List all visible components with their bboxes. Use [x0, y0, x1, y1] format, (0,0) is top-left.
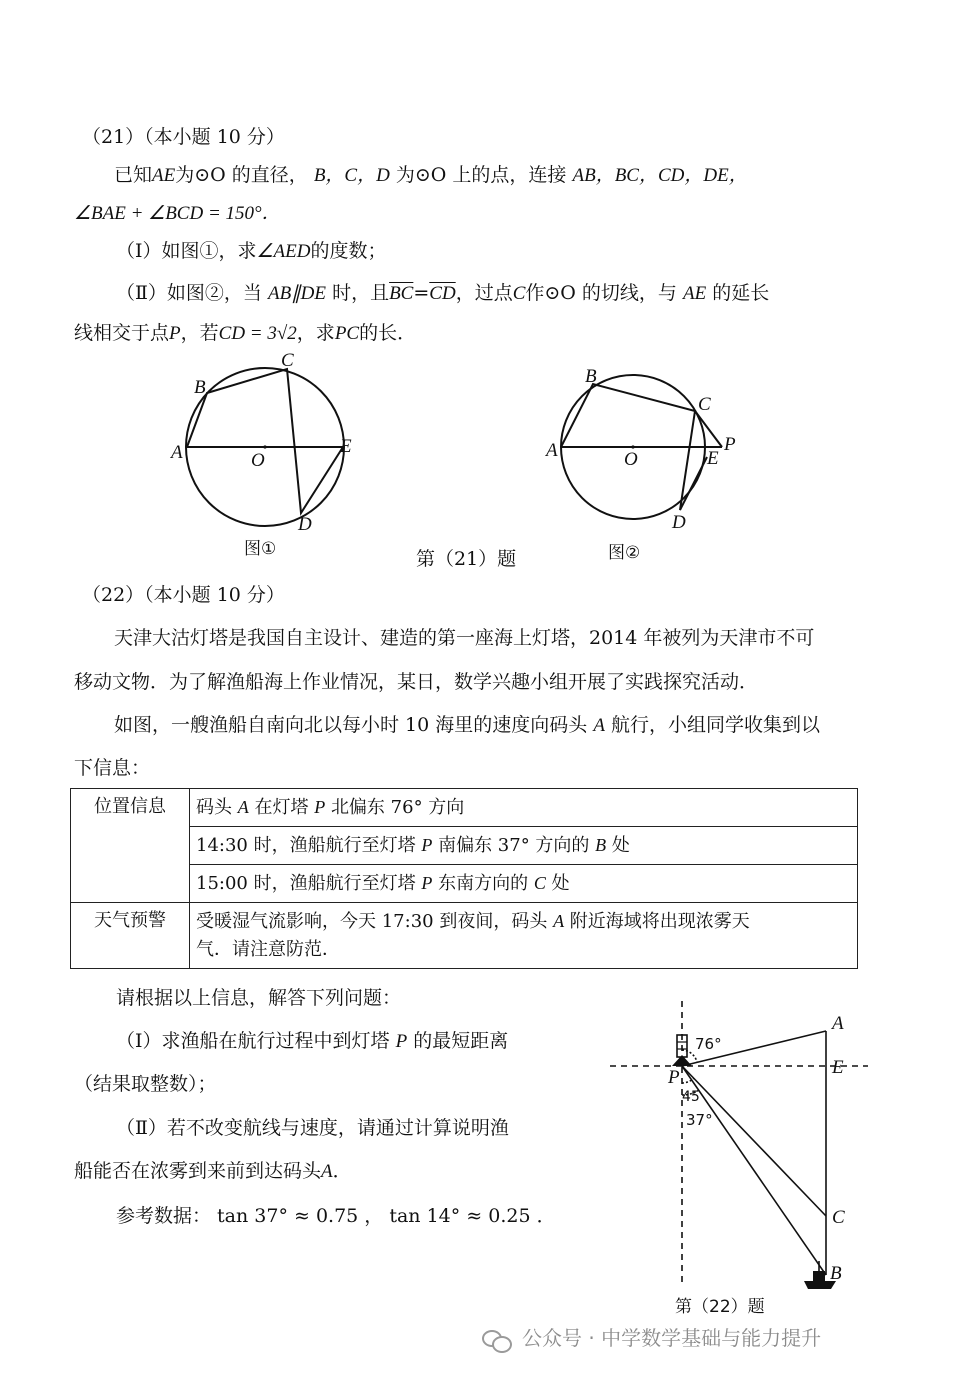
q22-part1-line2: （结果取整数）； — [74, 1073, 217, 1095]
table-row — [71, 827, 858, 865]
label-e: E — [832, 1057, 844, 1078]
fig2-caption: 图② — [608, 543, 641, 563]
q21-statement-line2: ∠BAE + ∠BCD = 150°． — [74, 203, 281, 224]
q22-figure — [600, 995, 870, 1325]
weather-text: 受暖湿气流影响，今天 17:30 到夜间，码头 A 附近海域将出现浓雾天 气．请注意防范． — [190, 903, 858, 969]
q21-figure-1 — [160, 350, 380, 565]
label-a: A — [171, 442, 183, 463]
angle-45-label: 45 — [682, 1089, 700, 1105]
angle-37-label: 37° — [686, 1111, 713, 1129]
q22-para1-line1: 天津大沽灯塔是我国自主设计、建造的第一座海上灯塔，2014 年被列为天津市不可 — [114, 627, 815, 649]
label-c: C — [698, 394, 711, 415]
q22-reference-data: 参考数据： tan 37° ≈ 0.75 ， tan 14° ≈ 0.25 ． — [116, 1205, 556, 1227]
label-o: O — [624, 449, 638, 470]
label-b: B — [830, 1263, 842, 1284]
label-p: P — [724, 434, 736, 455]
q22-part2-line2: 船能否在浓雾到来前到达码头A． — [74, 1160, 352, 1182]
q21-part1: （Ⅰ）如图①，求∠AED的度数； — [116, 240, 387, 262]
watermark: 公众号 · 中学数学基础与能力提升 — [482, 1322, 821, 1352]
label-b: B — [194, 377, 206, 398]
label-a: A — [832, 1013, 844, 1034]
segment-pb — [682, 1066, 826, 1275]
weather-label: 天气预警 — [71, 903, 190, 969]
label-b: B — [585, 366, 597, 387]
tangent-cp — [695, 411, 722, 447]
segment-pc — [682, 1066, 826, 1216]
label-p: P — [668, 1067, 680, 1088]
label-d: D — [672, 512, 686, 533]
q21-header: （21）（本小题 10 分） — [82, 126, 285, 148]
label-a: A — [546, 440, 558, 461]
q21-figure-2 — [540, 360, 750, 570]
label-c: C — [832, 1207, 845, 1228]
q22-para2-line1: 如图，一艘渔船自南向北以每小时 10 海里的速度向码头 A 航行，小组同学收集到以 — [114, 714, 820, 736]
q22-part2-line1: （Ⅱ）若不改变航线与速度，请通过计算说明渔 — [116, 1117, 509, 1139]
q21-figure-caption: 第（21）题 — [416, 548, 517, 570]
position-label: 位置信息 — [71, 789, 190, 903]
q21-statement-line1: 已知AE为⊙O 的直径， B，C，D 为⊙O 上的点，连接 AB，BC，CD，DE， — [114, 164, 748, 186]
q22-ask: 请根据以上信息，解答下列问题： — [116, 987, 402, 1009]
label-o: O — [251, 450, 265, 471]
info-table — [70, 788, 858, 969]
table-row — [71, 789, 858, 827]
table-row — [71, 903, 858, 969]
label-d: D — [298, 514, 312, 535]
q21-part2-line2: 线相交于点P，若CD = 3√2，求PC的长． — [74, 322, 417, 344]
angle-76-label: 76° — [695, 1035, 722, 1053]
wechat-icon — [482, 1328, 512, 1352]
fig1-caption: 图① — [244, 539, 277, 559]
label-c: C — [281, 350, 294, 371]
label-e: E — [340, 436, 352, 457]
q22-part1-line1: （Ⅰ）求渔船在航行过程中到灯塔 P 的最短距离 — [116, 1030, 509, 1052]
q21-part2-line1: （Ⅱ）如图②，当 AB∥DE 时，且$\overline{BC}=\overline{CD}$，过点C作⊙O 的切线，与 AE 的延长 — [116, 282, 770, 304]
fig22-caption: 第（22）题 — [675, 1297, 765, 1317]
q22-header: （22）（本小题 10 分） — [82, 584, 285, 606]
position-1: 码头 A 在灯塔 P 北偏东 76° 方向 — [190, 789, 858, 827]
position-3: 15:00 时，渔船航行至灯塔 P 东南方向的 C 处 — [190, 865, 858, 903]
q22-para1-line2: 移动文物．为了解渔船海上作业情况，某日，数学兴趣小组开展了实践探究活动． — [74, 671, 759, 693]
label-e: E — [707, 448, 719, 469]
q22-para2-line2: 下信息： — [74, 757, 151, 779]
position-2: 14:30 时，渔船航行至灯塔 P 南偏东 37° 方向的 B 处 — [190, 827, 858, 865]
table-row — [71, 865, 858, 903]
